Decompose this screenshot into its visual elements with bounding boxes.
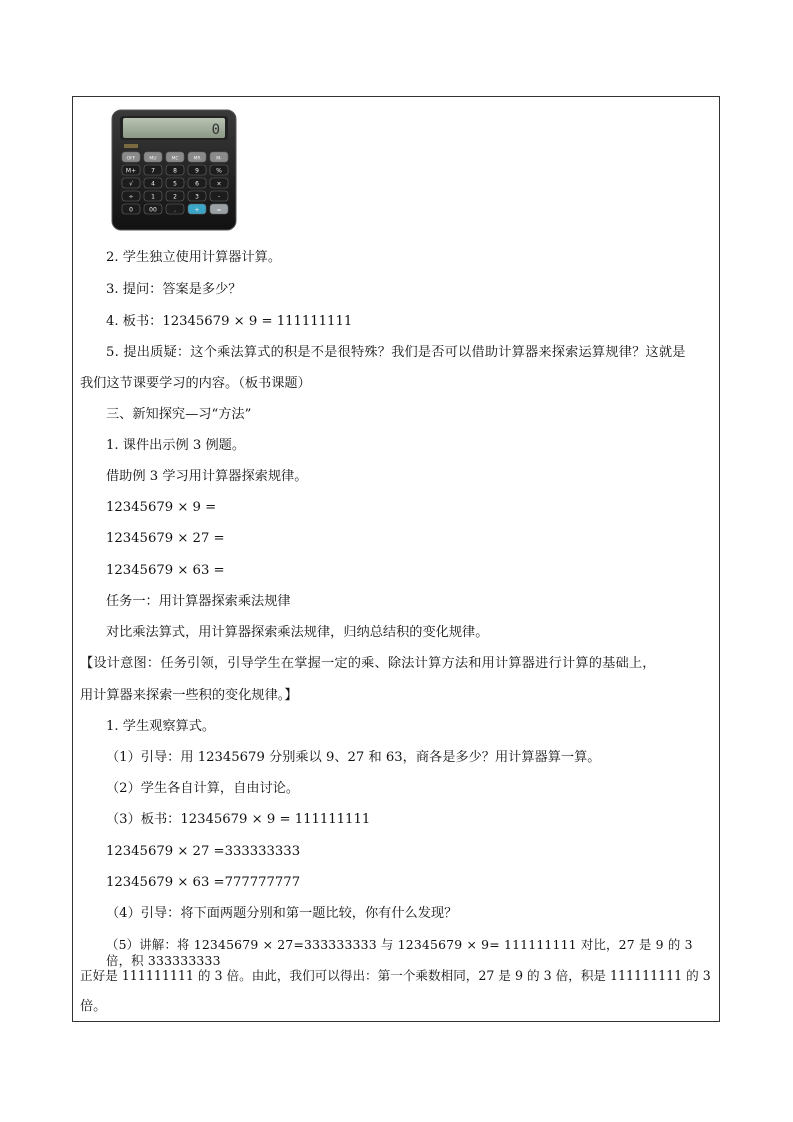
calculator-key-label: 00	[149, 206, 157, 214]
calculator-key-label: ×	[216, 180, 222, 188]
text-line-18: （2）学生各自计算，自由讨论。	[106, 781, 300, 796]
equation-3: 12345679 × 63 =	[106, 563, 225, 578]
calculator-key-label: 6	[195, 180, 199, 188]
calculator-key-label: 1	[151, 193, 155, 201]
text-line-2: 3. 提问：答案是多少？	[106, 282, 242, 297]
calculator-key-label: M-	[216, 156, 222, 162]
calculator-key-label: 5	[173, 180, 177, 188]
calculator-key-label: 7	[151, 167, 155, 175]
text-line-20: 12345679 × 27 =333333333	[106, 844, 301, 859]
equation-2: 12345679 × 27 =	[106, 531, 225, 546]
calculator-key-label: 2	[173, 193, 177, 201]
calculator-key-label: OFF	[126, 156, 136, 162]
text-line-21: 12345679 × 63 =777777777	[106, 875, 301, 890]
design-intent-line-2: 用计算器来探索一些积的变化规律。】	[80, 688, 298, 703]
text-line-13: 对比乘法算式，用计算器探索乘法规律，归纳总结积的变化规律。	[106, 625, 489, 640]
calculator-key-label: =	[216, 206, 222, 214]
calculator-key-label: M+	[125, 167, 137, 175]
calculator-key-label: ÷	[128, 193, 134, 201]
text-line-5: 我们这节课要学习的内容。（板书课题）	[80, 376, 311, 391]
text-line-19: （3）板书：12345679 × 9 = 111111111	[106, 812, 371, 827]
calculator-key-label: 0	[129, 206, 133, 214]
text-line-4: 5. 提出质疑：这个乘法算式的积是不是很特殊？我们是否可以借助计算器来探索运算规律？这就是	[106, 345, 686, 360]
text-line-23: （5）讲解：将 12345679 × 27=333333333 与 12345679 × 9= 111111111 对比，27 是 9 的 3 倍，积 333333333	[106, 937, 693, 968]
calculator-key-label: .	[174, 206, 176, 214]
calculator-display: 0	[211, 122, 220, 138]
calculator-key-label: 3	[195, 193, 199, 201]
calculator-key-label: √	[129, 180, 133, 188]
calculator-key-label: MC	[171, 156, 179, 162]
calculator-key-label: 9	[195, 167, 199, 175]
calculator-key-label: -	[217, 193, 221, 201]
design-intent-line-1: 【设计意图：任务引领，引导学生在掌握一定的乘、除法计算方法和用计算器进行计算的基础上，	[80, 656, 656, 671]
calculator-key-label: %	[216, 167, 222, 175]
calculator-image	[110, 108, 238, 232]
calculator-key-label: +	[194, 206, 200, 214]
calculator-key-label: 4	[151, 180, 155, 188]
text-line-1: 2. 学生独立使用计算器计算。	[106, 250, 282, 265]
text-line-22: （4）引导：将下面两题分别和第一题比较，你有什么发现？	[106, 906, 458, 921]
calculator-icon	[110, 108, 238, 232]
text-line-17: （1）引导：用 12345679 分别乘以 9、27 和 63，商各是多少？用计算器算一算。	[106, 750, 601, 765]
text-line-8: 借助例 3 学习用计算器探索规律。	[106, 469, 308, 484]
calculator-key-label: MR	[193, 156, 201, 162]
text-line-25: 倍。	[80, 999, 107, 1014]
text-line-7: 1. 课件出示例 3 例题。	[106, 438, 246, 453]
text-line-3: 4. 板书：12345679 × 9 = 111111111	[106, 314, 353, 329]
section-heading: 三、新知探究—习“方法”	[106, 407, 252, 422]
calculator-key-label: MU	[149, 156, 157, 162]
equation-1: 12345679 × 9 =	[106, 500, 217, 515]
text-line-24: 正好是 111111111 的 3 倍。由此，我们可以得出：第一个乘数相同，27 是 9 的 3 倍，积是 111111111 的 3	[80, 968, 711, 983]
text-line-16: 1. 学生观察算式。	[106, 719, 216, 734]
calculator-key-label: 8	[173, 167, 177, 175]
task-heading: 任务一：用计算器探索乘法规律	[106, 594, 291, 609]
